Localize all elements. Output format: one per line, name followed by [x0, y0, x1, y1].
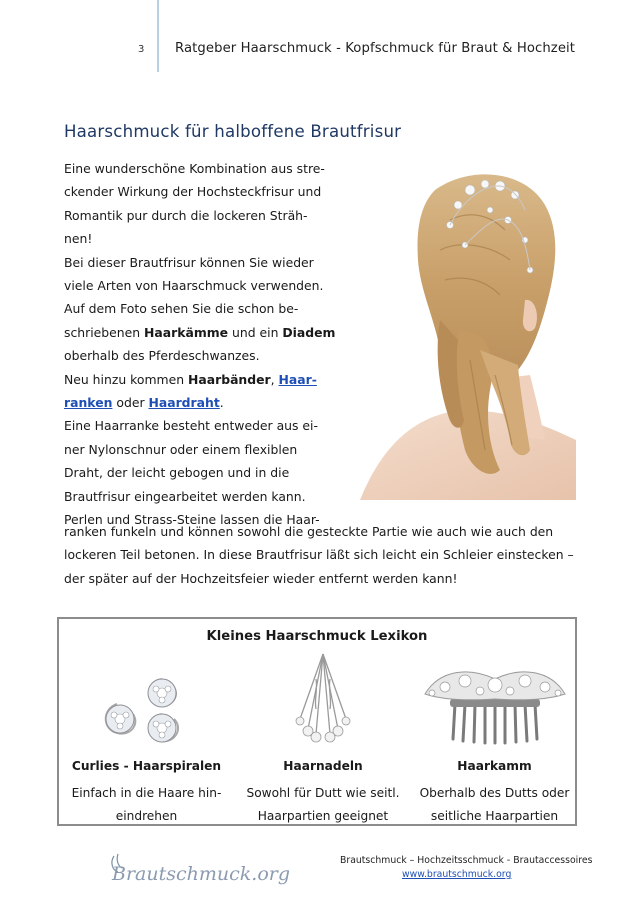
lexicon-item-name: Haarkamm [457, 759, 532, 773]
text-segment: oder [112, 395, 149, 411]
bridal-hairstyle-photo [340, 150, 576, 500]
lexicon-item-haarnadeln [234, 649, 412, 824]
lexicon-item-desc [412, 782, 577, 828]
body-line: Draht, der leicht gebogen und in die [64, 465, 290, 481]
term-haarkaemme: Haarkämme [144, 324, 229, 340]
body-line: Eine Haarranke besteht entweder aus ei- [64, 418, 318, 434]
desc-line: eindrehen [115, 809, 178, 823]
lexicon-title: Kleines Haarschmuck Lexikon [206, 629, 428, 644]
link-haarranken[interactable]: Haar- [278, 371, 317, 387]
text-segment: , [270, 371, 279, 387]
text-segment: schriebenen [64, 324, 145, 340]
lexicon-item-desc [59, 782, 234, 828]
term-diadem: Diadem [282, 324, 336, 340]
body-line [64, 321, 354, 344]
text-segment: und ein [228, 324, 283, 340]
body-text-wide [64, 520, 594, 590]
desc-line: Einfach in die Haare hin- [71, 786, 222, 800]
body-line: ckender Wirkung der Hochsteckfrisur und [64, 184, 322, 200]
body-line: Auf dem Foto sehen Sie die schon be- [64, 301, 299, 317]
lexicon-item-desc [234, 782, 412, 828]
lexicon-item-name: Curlies - Haarspiralen [71, 759, 222, 773]
link-haarranken-cont[interactable]: ranken [64, 395, 113, 411]
lexicon-table [57, 617, 577, 826]
section-title: Haarschmuck für halboffene Brautfrisur [64, 122, 402, 141]
body-line: Brautfrisur eingearbeitet werden kann. [64, 488, 306, 504]
body-line: der später auf der Hochzeitsfeier wieder entfernt werden kann! [64, 570, 458, 586]
haarkamm-image [412, 649, 577, 749]
body-line: viele Arten von Haarschmuck verwenden. [64, 278, 324, 294]
curlies-image [59, 649, 234, 749]
body-line [64, 391, 354, 414]
body-line: Perlen und Strass-Steine lassen die Haar- [64, 512, 320, 528]
desc-line: Sowohl für Dutt wie seitl. [246, 786, 400, 800]
haarnadeln-image [234, 649, 412, 749]
link-haardraht[interactable]: Haardraht [148, 395, 220, 411]
logo-text: Brautschmuck.org [112, 863, 291, 885]
body-line: oberhalb des Pferdeschwanzes. [64, 348, 260, 364]
desc-line: seitliche Haarpartien [430, 809, 559, 823]
text-segment: Neu hinzu kommen [64, 371, 188, 387]
footer-website-link[interactable]: www.brautschmuck.org [402, 869, 512, 880]
header-title: Ratgeber Haarschmuck - Kopfschmuck für Braut & Hochzeit [175, 41, 576, 56]
body-line: ranken funkeln und können sowohl die gesteckte Partie wie auch wie auch den [64, 524, 554, 539]
lexicon-item-haarkamm [412, 649, 577, 824]
body-text-narrow [64, 157, 354, 532]
desc-line: Haarpartien geeignet [257, 809, 389, 823]
brautschmuck-logo [104, 852, 291, 888]
footer-tagline: Brautschmuck – Hochzeitsschmuck - Brautaccessoires [340, 855, 593, 866]
body-line: lockeren Teil betonen. In diese Brautfrisur läßt sich leicht ein Schleier einstecken – [64, 547, 574, 563]
body-line [64, 368, 354, 391]
text-segment: . [219, 395, 224, 411]
term-haarbaender: Haarbänder [188, 371, 271, 387]
body-line: Bei dieser Brautfrisur können Sie wieder [64, 254, 314, 270]
header-rule [157, 0, 159, 72]
body-line: nen! [64, 231, 93, 247]
desc-line: Oberhalb des Dutts oder [419, 786, 570, 800]
body-line: ner Nylonschnur oder einem flexiblen [64, 441, 298, 457]
lexicon-item-curlies [59, 649, 234, 824]
page-number: 3 [138, 44, 145, 55]
body-line: Romantik pur durch die lockeren Sträh- [64, 207, 308, 223]
body-line: Eine wunderschöne Kombination aus stre- [64, 161, 325, 176]
lexicon-item-name: Haarnadeln [283, 759, 363, 773]
